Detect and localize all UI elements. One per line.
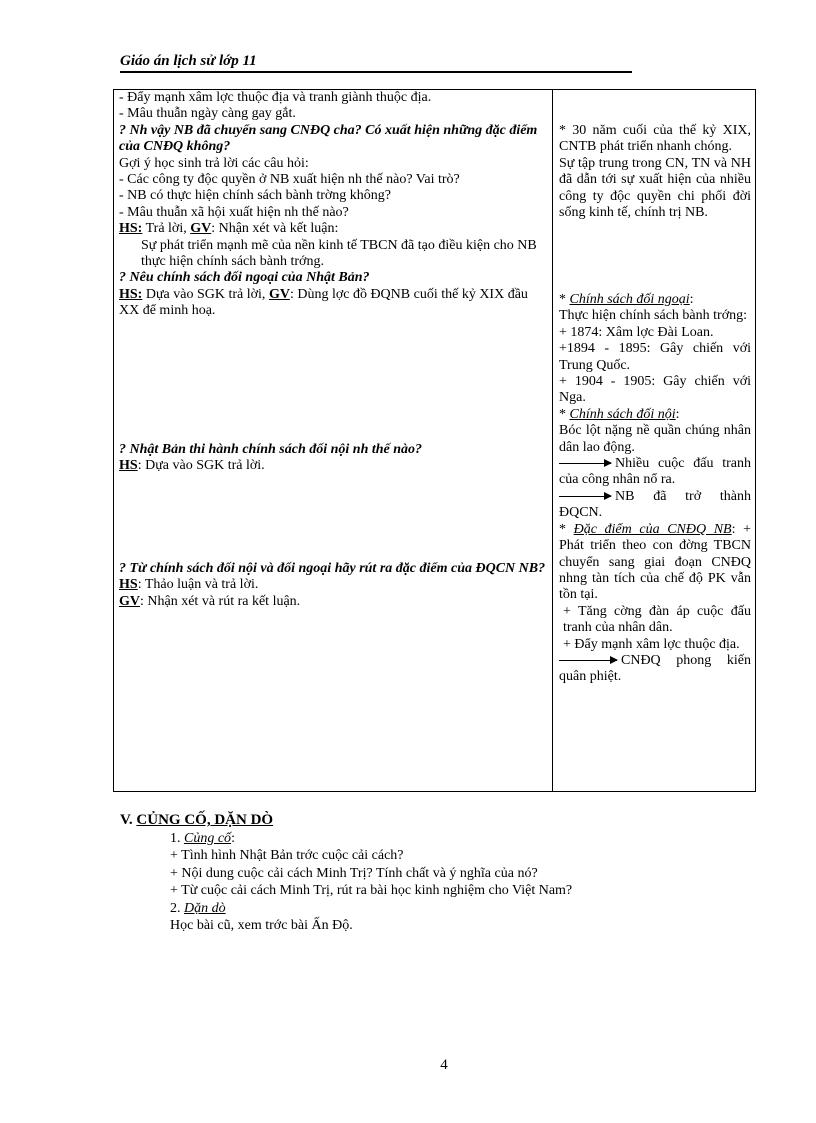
column-divider [552, 90, 553, 791]
hs-line [119, 577, 547, 593]
right-line: + Tăng cờng đàn áp cuộc đấu tranh của nhân dân. [563, 603, 751, 636]
arrow-line: Nhiều cuộc đấu tranh của công nhân nổ ra. [559, 456, 751, 488]
right-line: + 1874: Xâm lợc Đài Loan. [559, 324, 714, 340]
right-line: + Đẩy mạnh xâm lợc thuộc địa. [563, 636, 740, 652]
gv-text: : Nhận xét và kết luận: [211, 221, 339, 237]
question-2: ? Nêu chính sách đối ngoại của Nhật Bản? [119, 270, 370, 286]
hs-text: : Dựa vào SGK trả lời. [137, 458, 265, 474]
left-line: - NB có thực hiện chính sách bành trờng không? [119, 188, 391, 204]
lesson-table [113, 89, 756, 792]
list-item: + Nội dung cuộc cải cách Minh Trị? Tính chất và ý nghĩa của nó? [170, 865, 538, 881]
left-line: Gợi ý học sinh trả lời các câu hỏi: [119, 155, 309, 171]
hs-line [119, 458, 547, 474]
subheading-domestic-policy: * Chính sách đối nội: [559, 406, 680, 422]
document-header [120, 53, 632, 73]
hs-text: Trả lời, [142, 221, 191, 237]
list-item: Học bài cũ, xem trớc bài Ấn Độ. [170, 918, 353, 933]
right-line: Sự tập trung trong CN, TN và NH đã dẫn tới sự xuất hiện của nhiều công ty độc quyền chi phối đời sống kinh tế, chính trị NB. [559, 155, 751, 221]
question-1: ? Nh vậy NB đã chuyển sang CNĐQ cha? Có xuất hiện những đặc điểm của CNĐQ không? [119, 122, 538, 155]
arrow-line: NB đã trở thành ĐQCN. [559, 488, 751, 521]
question-3: ? Nhật Bản thi hành chính sách đối nội nh thế nào? [119, 442, 423, 457]
gv-label: GV [190, 221, 212, 237]
gv-label: GV [268, 286, 290, 302]
right-line: * 30 năm cuối của thế kỷ XIX, CNTB phát triển nhanh chóng. [559, 123, 751, 155]
section-v [120, 812, 720, 935]
right-arrow-icon [559, 660, 617, 661]
hs-gv-line [119, 287, 547, 320]
gv-text: : Dùng lợc đồ ĐQNB cuối thế kỷ XIX đầu XX để minh hoạ. [119, 286, 528, 319]
subsection-1-title: 1. Củng cố: [170, 830, 235, 846]
subheading-characteristics: * Đặc điểm của CNĐQ NB: + Phát triển theo con đờng TBCN chuyển sang giai đoạn CNĐQ nhng tàn tích của chế độ PK vẫn tồn tại. [559, 521, 751, 603]
right-block-1 [559, 123, 751, 221]
hs-text: Dựa vào SGK trả lời, [142, 286, 269, 302]
right-arrow-icon [559, 496, 611, 497]
right-block-2 [559, 292, 751, 686]
left-line: - Mâu thuẫn xã hội xuất hiện nh thế nào? [119, 204, 349, 220]
right-line: + 1904 - 1905: Gây chiến với Nga. [559, 374, 751, 406]
left-line: - Mâu thuẫn ngày càng gay gắt. [119, 106, 296, 122]
hs-label: HS: [119, 286, 143, 302]
hs-gv-line [119, 221, 547, 237]
right-arrow-icon [559, 463, 611, 464]
right-line: Bóc lột nặng nề quần chúng nhân dân lao động. [559, 423, 751, 455]
gv-text: : Nhận xét và rút ra kết luận. [140, 593, 301, 609]
left-block-2 [119, 442, 547, 475]
hs-label: HS [119, 577, 138, 593]
left-line: - Đẩy mạnh xâm lợc thuộc địa và tranh giành thuộc địa. [119, 90, 432, 105]
subsection-2-title: 2. Dặn dò [170, 900, 226, 916]
list-item: + Tình hình Nhật Bản trớc cuộc cải cách? [170, 848, 404, 863]
page-number: 4 [440, 1057, 448, 1073]
section-v-title: V. CỦNG CỐ, DẶN DÒ [120, 812, 274, 828]
header-title: Giáo án lịch sử lớp 11 [120, 53, 257, 69]
subheading-foreign-policy: * Chính sách đối ngoại: [559, 292, 694, 307]
hs-label: HS [119, 458, 138, 474]
hs-label: HS: [119, 221, 143, 237]
right-line: +1894 - 1895: Gây chiến với Trung Quốc. [559, 341, 751, 373]
question-4: ? Từ chính sách đối nội và đối ngoại hãy rút ra đặc điểm của ĐQCN NB? [119, 561, 546, 576]
gv-label: GV [119, 593, 140, 609]
left-line: Sự phát triển mạnh mẽ của nền kinh tế TBCN đã tạo điều kiện cho NB thực hiện chính sách bành trớng. [141, 237, 537, 270]
arrow-line: CNĐQ phong kiến quân phiệt. [559, 652, 751, 685]
list-item: + Từ cuộc cải cách Minh Trị, rút ra bài học kinh nghiệm cho Việt Nam? [170, 883, 573, 898]
left-line: - Các công ty độc quyền ở NB xuất hiện nh thế nào? Vai trò? [119, 172, 460, 188]
hs-text: : Thảo luận và trả lời. [137, 577, 259, 593]
left-block-1 [119, 90, 547, 320]
right-line: Thực hiện chính sách bành trớng: [559, 308, 747, 324]
left-block-3 [119, 561, 547, 610]
gv-line [119, 594, 547, 610]
